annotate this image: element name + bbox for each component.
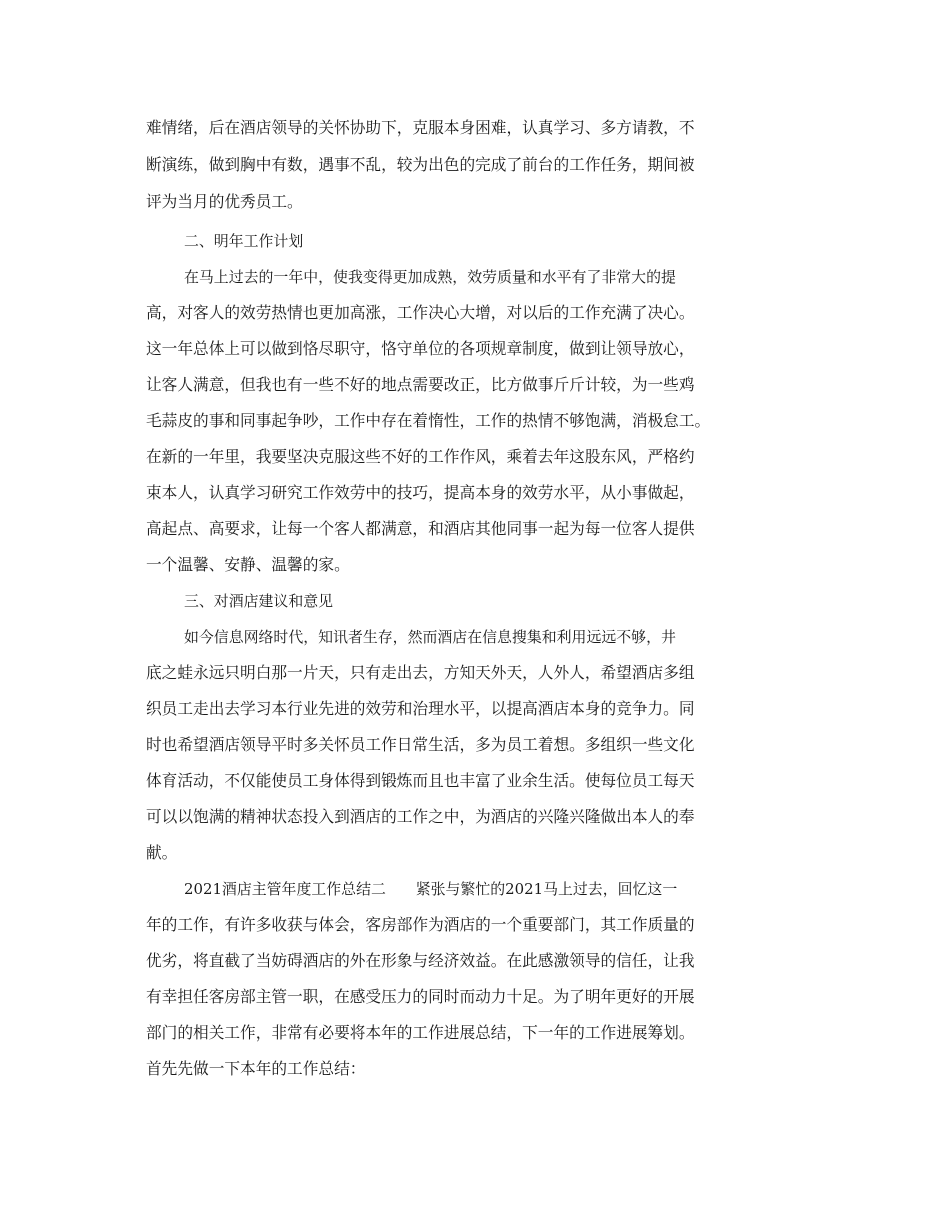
text-line: 年的工作，有许多收获与体会，客房部作为酒店的一个重要部门，其工作质量的 — [146, 915, 695, 934]
text-line: 底之蛙永远只明白那一片天，只有走出去，方知天外天，人外人，希望酒店多组 — [146, 663, 695, 682]
text-line: 体育活动，不仅能使员工身体得到锻炼而且也丰富了业余生活。使每位员工每天 — [146, 771, 695, 790]
text-line: 织员工走出去学习本行业先进的效劳和治理水平，以提高酒店本身的竞争力。同 — [146, 699, 695, 718]
text-line: 优劣，将直截了当妨碍酒店的外在形象与经济效益。在此感激领导的信任，让我 — [146, 951, 695, 970]
section-heading: 2021酒店主管年度工作总结二 紧张与繁忙的2021马上过去，回忆这一 — [184, 880, 678, 898]
section-heading: 二、明年工作计划 — [184, 232, 304, 250]
text-line: 高，对客人的效劳热情也更加高涨，工作决心大增，对以后的工作充满了决心。 — [146, 303, 695, 322]
text-line: 断演练，做到胸中有数，遇事不乱，较为出色的完成了前台的工作任务，期间被 — [146, 155, 695, 174]
text-line: 献。 — [146, 843, 178, 862]
text-line: 可以以饱满的精神状态投入到酒店的工作之中，为酒店的兴隆兴隆做出本人的奉 — [146, 807, 695, 826]
text-line: 评为当月的优秀员工。 — [146, 192, 303, 211]
text-line: 有幸担任客房部主管一职，在感受压力的同时而动力十足。为了明年更好的开展 — [146, 987, 695, 1006]
text-line: 这一年总体上可以做到恪尽职守，恪守单位的各项规章制度，做到让领导放心， — [146, 339, 695, 358]
text-line: 时也希望酒店领导平时多关怀员工作日常生活，多为员工着想。多组织一些文化 — [146, 735, 695, 754]
text-line: 毛蒜皮的事和同事起争吵，工作中存在着惰性，工作的热情不够饱满，消极怠工。 — [146, 411, 711, 430]
text-line: 在马上过去的一年中，使我变得更加成熟，效劳质量和水平有了非常大的提 — [184, 268, 676, 286]
text-line: 一个温馨、安静、温馨的家。 — [146, 555, 350, 574]
text-line: 如今信息网络时代，知讯者生存，然而酒店在信息搜集和利用远远不够，井 — [184, 628, 676, 646]
text-line: 让客人满意，但我也有一些不好的地点需要改正，比方做事斤斤计较，为一些鸡 — [146, 375, 695, 394]
text-line: 高起点、高要求，让每一个客人都满意，和酒店其他同事一起为每一位客人提供 — [146, 519, 695, 538]
section-heading: 三、对酒店建议和意见 — [184, 592, 334, 610]
text-line: 束本人，认真学习研究工作效劳中的技巧，提高本身的效劳水平，从小事做起， — [146, 483, 695, 502]
text-line: 首先先做一下本年的工作总结： — [146, 1059, 366, 1078]
text-line: 在新的一年里，我要坚决克服这些不好的工作作风，乘着去年这股东风，严格约 — [146, 447, 695, 466]
text-line: 难情绪，后在酒店领导的关怀协助下，克服本身困难，认真学习、多方请教，不 — [146, 118, 695, 137]
text-line: 部门的相关工作，非常有必要将本年的工作进展总结，下一年的工作进展筹划。 — [146, 1023, 695, 1042]
